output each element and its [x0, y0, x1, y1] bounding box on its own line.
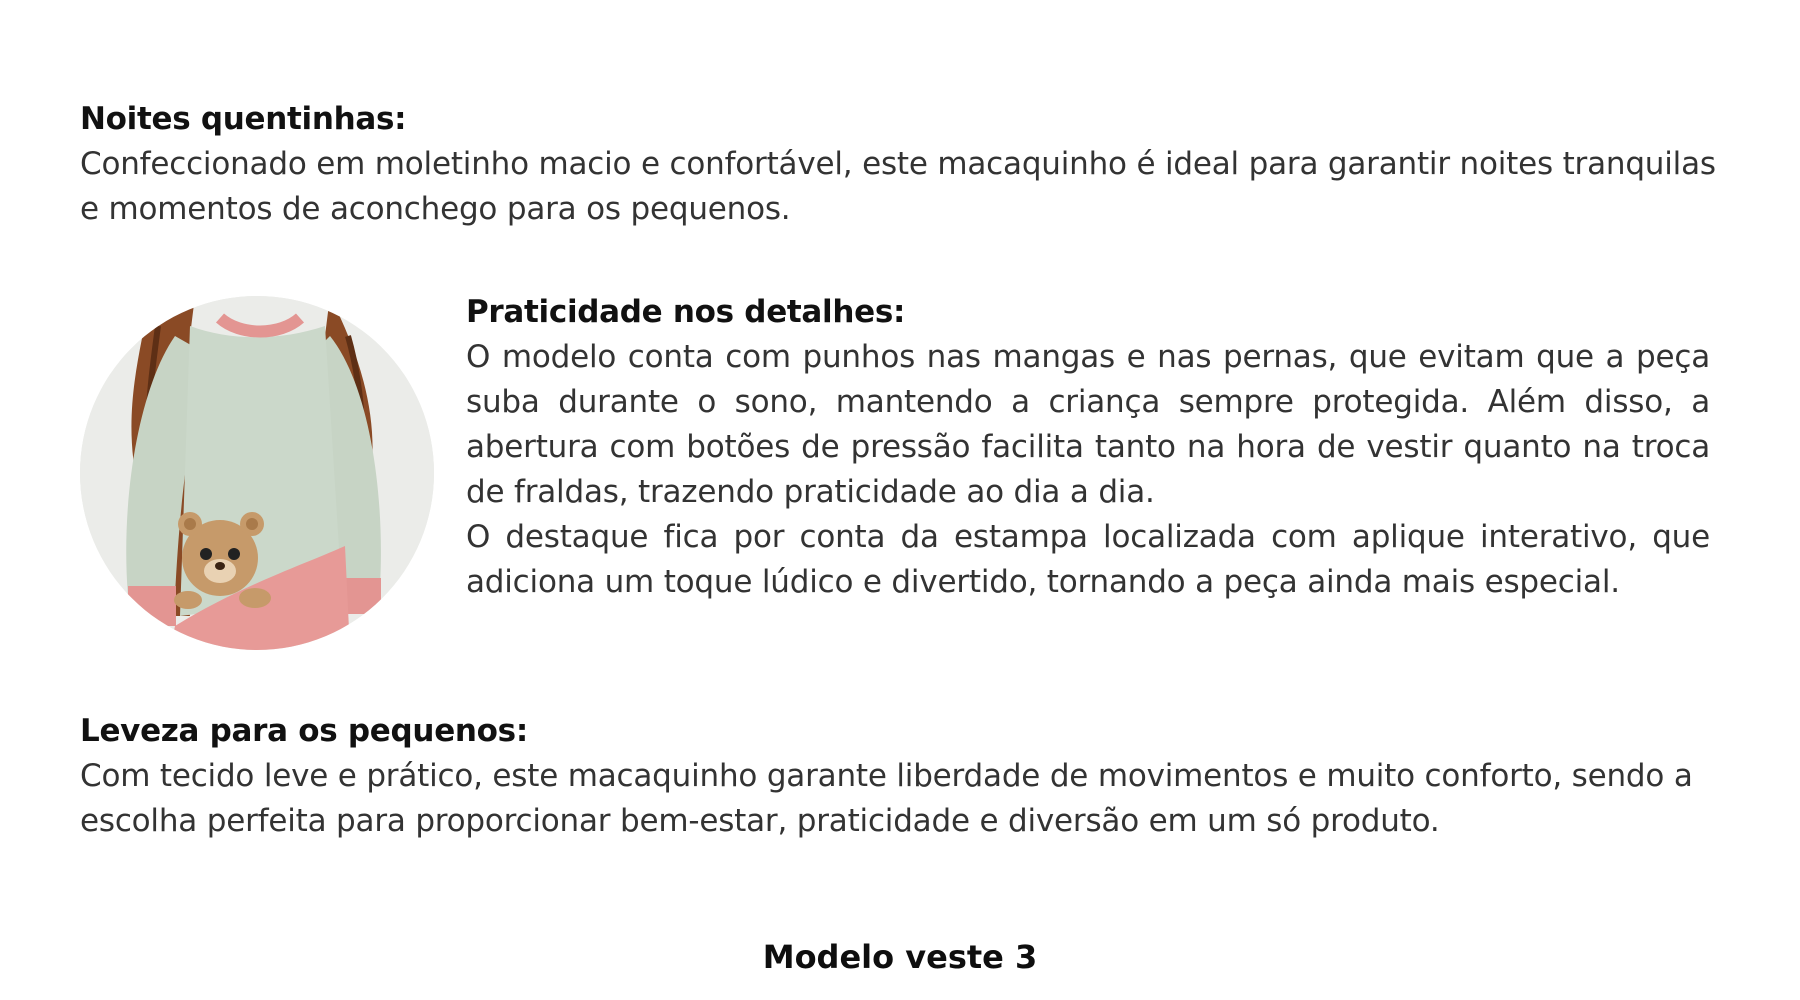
section-leveza-para-os-pequenos [80, 709, 1740, 844]
section-body: Confeccionado em moletinho macio e confortável, este macaquinho é ideal para garantir noites tranquilas e momentos de aconchego para os pequenos. [80, 146, 1716, 227]
section-praticidade-nos-detalhes [466, 290, 1710, 605]
section-heading: Praticidade nos detalhes: [466, 294, 906, 330]
section-heading: Leveza para os pequenos: [80, 713, 528, 749]
section-paragraph: O destaque fica por conta da estampa localizada com aplique interativo, que adiciona um toque lúdico e divertido, tornando a peça ainda mais especial. [466, 519, 1710, 600]
section-heading: Noites quentinhas: [80, 101, 407, 137]
section-noites-quentinhas [80, 97, 1740, 232]
section-body: Com tecido leve e prático, este macaquinho garante liberdade de movimentos e muito conforto, sendo a escolha perfeita para proporcionar bem-estar, praticidade e diversão em um só produto. [80, 758, 1693, 839]
model-size-caption: Modelo veste 3 [762, 938, 1038, 976]
child-in-romper-illustration [80, 296, 434, 650]
product-photo [80, 296, 434, 650]
section-paragraph: O modelo conta com punhos nas mangas e nas pernas, que evitam que a peça suba durante o sono, mantendo a criança sempre protegida. Além disso, a abertura com botões de pressão facilita tanto na hora de vestir quanto na troca de fraldas, trazendo praticidade ao dia a dia. [466, 339, 1710, 510]
